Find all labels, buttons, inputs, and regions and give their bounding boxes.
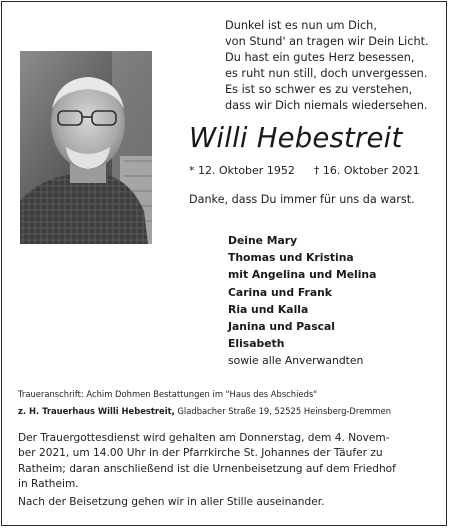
- family-list: [228, 232, 376, 370]
- family-member: Ria und Kalla: [228, 302, 309, 316]
- family-member: mit Angelina und Melina: [228, 268, 377, 282]
- poem: [225, 18, 439, 115]
- birth-date: * 12. Oktober 1952: [189, 164, 295, 177]
- family-member: sowie alle Anverwandten: [228, 354, 364, 368]
- life-dates: [189, 164, 420, 177]
- mourning-house-street: Gladbacher Straße 19, 52525 Heinsberg-Dremmen: [174, 406, 392, 416]
- service-line: ber 2021, um 14.00 Uhr in der Pfarrkirche St. Johannes der Täufer zu: [18, 447, 383, 460]
- mourning-house-address: [18, 406, 391, 416]
- mourning-address: Traueranschrift: Achim Dohmen Bestattungen im "Haus des Abschieds": [18, 389, 318, 399]
- poem-line: von Stund' an tragen wir Dein Licht.: [225, 35, 429, 49]
- poem-line: Du hast ein gutes Herz besessen,: [225, 51, 415, 65]
- poem-line: es ruht nun still, doch unvergessen.: [225, 67, 428, 81]
- family-member: Janina und Pascal: [228, 320, 336, 334]
- poem-line: Es ist so schwer es zu verstehen,: [225, 83, 413, 97]
- deceased-name: Willi Hebestreit: [189, 122, 403, 154]
- poem-line: dass wir Dich niemals wiedersehen.: [225, 99, 428, 113]
- poem-line: Dunkel ist es nun um Dich,: [225, 19, 377, 32]
- portrait-photo: [20, 51, 152, 244]
- family-member: Carina und Frank: [228, 285, 332, 299]
- service-line: Ratheim; daran anschließend ist die Urnenbeisetzung auf dem Friedhof: [18, 462, 396, 475]
- mourning-house-name: z. H. Trauerhaus Willi Hebestreit,: [18, 406, 175, 416]
- thanks-line: Danke, dass Du immer für uns da warst.: [189, 193, 415, 206]
- family-member: Thomas und Kristina: [228, 251, 354, 265]
- family-member: Deine Mary: [228, 234, 298, 247]
- family-member: Elisabeth: [228, 337, 285, 351]
- closing-line: Nach der Beisetzung gehen wir in aller Stille auseinander.: [18, 496, 325, 508]
- service-line: in Ratheim.: [18, 478, 79, 491]
- service-line: Der Trauergottesdienst wird gehalten am Donnerstag, dem 4. Novem-: [18, 432, 390, 444]
- service-details: [18, 431, 436, 493]
- death-date: † 16. Oktober 2021: [313, 164, 420, 177]
